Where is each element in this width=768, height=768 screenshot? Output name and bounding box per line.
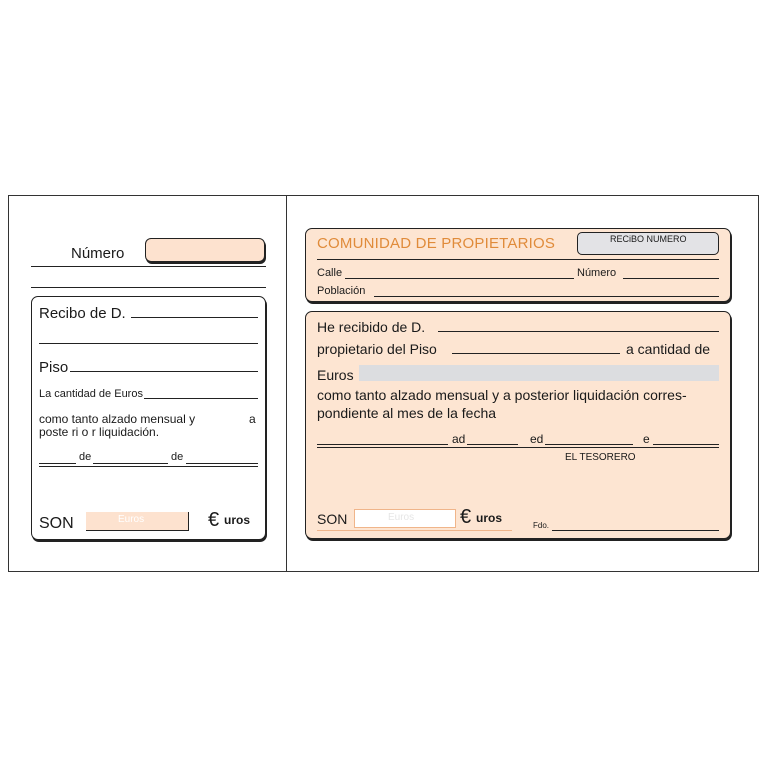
firma-field[interactable] xyxy=(552,530,719,531)
stub-recibo-de-label: Recibo de D. xyxy=(39,305,126,322)
date-sep-label: e xyxy=(643,432,650,446)
stub-year-field[interactable] xyxy=(186,463,258,464)
year-field[interactable] xyxy=(653,444,719,445)
date-sep-label: ed xyxy=(530,432,544,446)
concepto-text-line1: como tanto alzado mensual y a posterior liquidación corres- xyxy=(317,387,687,403)
he-recibido-field[interactable] xyxy=(438,331,719,332)
stub-de-label: de xyxy=(171,451,184,463)
numero-field[interactable] xyxy=(623,278,719,279)
day-field[interactable] xyxy=(467,444,518,445)
recibo-numero-label: RECiBO NUMERO xyxy=(610,234,687,244)
stub-date-rule xyxy=(39,466,258,467)
date-rule xyxy=(317,447,719,448)
stub-posterior-text: poste ri o r liquidación. xyxy=(39,425,160,439)
stub-cantidad-field[interactable] xyxy=(144,398,258,399)
stub-rule xyxy=(31,266,266,267)
tesorero-label: EL TESORERO xyxy=(565,452,636,463)
poblacion-field[interactable] xyxy=(374,296,719,297)
son-placeholder: Euros xyxy=(388,512,415,523)
he-recibido-label: He recibido de D. xyxy=(317,319,426,335)
calle-label: Calle xyxy=(317,267,343,279)
stub-piso-label: Piso xyxy=(39,359,69,376)
propietario-label: propietario del Piso xyxy=(317,341,437,357)
stub-recibo-de-field[interactable] xyxy=(131,317,258,318)
stub-blank-line[interactable] xyxy=(39,343,258,344)
euros-word-label: uros xyxy=(476,511,503,525)
stub-a-text: a xyxy=(249,412,256,426)
perforation-divider xyxy=(286,195,287,572)
cantidad-label: a cantidad de xyxy=(626,341,711,357)
stub-euros-label: uros xyxy=(224,513,251,527)
euro-icon: € xyxy=(208,509,220,531)
stub-piso-field[interactable] xyxy=(70,371,258,372)
poblacion-label: Población xyxy=(317,285,366,297)
stub-son-label: SON xyxy=(39,515,74,532)
son-underline xyxy=(317,530,512,531)
numero-label: Número xyxy=(577,267,617,279)
header-rule xyxy=(317,259,719,260)
stub-son-placeholder: Euros xyxy=(118,514,145,525)
month-field[interactable] xyxy=(545,444,633,445)
stub-numero-label: Número xyxy=(71,245,125,262)
stub-cantidad-label: La cantidad de Euros xyxy=(39,388,143,400)
calle-field[interactable] xyxy=(345,278,574,279)
stub-son-underline xyxy=(86,530,189,531)
stub-de-label: de xyxy=(79,451,92,463)
stub-rule xyxy=(31,287,266,288)
piso-field[interactable] xyxy=(452,353,620,354)
stub-month-field[interactable] xyxy=(93,463,168,464)
euros-label: Euros xyxy=(317,367,354,383)
stub-como-text: como tanto alzado mensual y xyxy=(39,412,196,426)
stub-day-field[interactable] xyxy=(39,463,76,464)
community-title: COMUNIDAD DE PROPIETARIOS xyxy=(317,235,556,252)
euros-amount-field[interactable] xyxy=(359,365,719,381)
firma-label: Fdo. xyxy=(533,521,550,530)
date-sep-label: ad xyxy=(452,432,466,446)
place-field[interactable] xyxy=(317,444,448,445)
stub-numero-field[interactable] xyxy=(145,238,265,262)
concepto-text-line2: pondiente al mes de la fecha xyxy=(317,405,497,421)
son-label: SON xyxy=(317,511,348,527)
euro-icon: € xyxy=(460,506,472,528)
